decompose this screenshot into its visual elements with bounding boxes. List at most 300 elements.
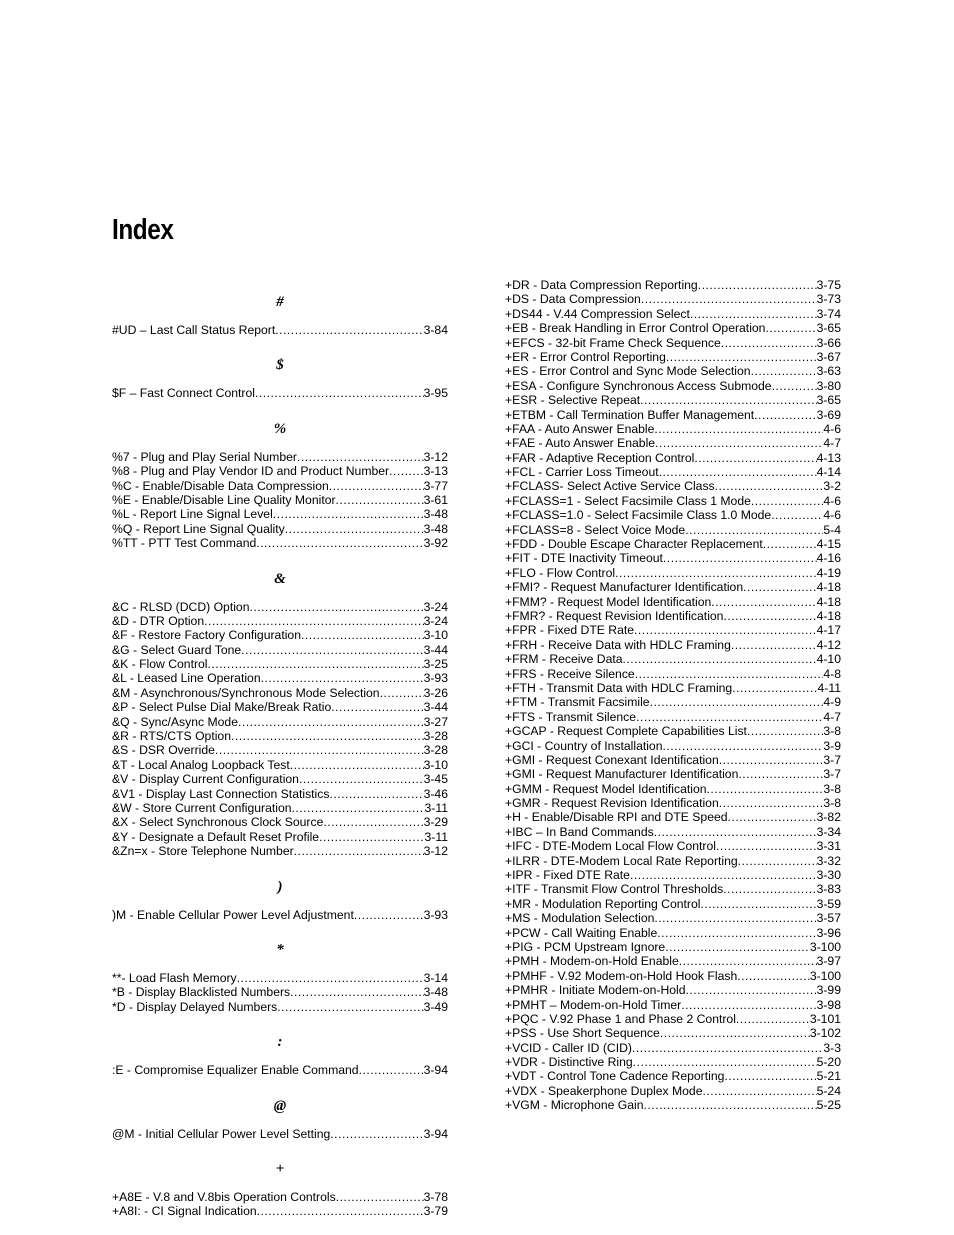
index-entry-label: +VGM - Microphone Gain [505,1098,644,1113]
index-entry-page: 3-2 [823,479,841,494]
dot-leader [663,551,817,565]
index-entry-page: 3-65 [816,321,841,336]
dot-leader [336,1190,424,1204]
index-entry [505,767,841,781]
index-entry [112,1127,448,1141]
dot-leader [738,767,823,781]
index-entry [112,386,448,400]
dot-leader [751,364,817,378]
index-entry-label: +PSS - Use Short Sequence [505,1026,660,1041]
section-spacer [112,1014,448,1030]
dot-leader [711,595,816,609]
dot-leader [208,657,424,671]
dot-leader [719,753,824,767]
index-entry-label: +EFCS - 32-bit Frame Check Sequence [505,335,721,350]
index-entry-label: @M - Initial Cellular Power Level Setting [112,1126,331,1141]
index-entry-page: 3-93 [423,907,448,922]
dot-leader [330,1127,423,1141]
index-entry [505,1041,841,1055]
index-entry-page: 3-46 [423,786,448,801]
dot-leader [681,998,816,1012]
index-entry [505,494,841,508]
index-entry-label: &W - Store Current Configuration [112,800,292,815]
dot-leader [657,926,816,940]
dot-leader [655,436,823,450]
index-entry [505,810,841,824]
index-entry-page: 3-80 [816,378,841,393]
index-entry-label: +VCID - Caller ID (CID) [505,1040,632,1055]
index-entry-page: 4-7 [823,709,841,724]
dot-leader [736,1012,810,1026]
index-entry [505,609,841,623]
index-entry-label: +PIG - PCM Upstream Ignore [505,939,666,954]
dot-leader [354,908,424,922]
dot-leader [241,643,423,657]
index-entry [505,724,841,738]
index-entry-page: 5-4 [823,522,841,537]
dot-leader [249,600,423,614]
dot-leader [633,1055,817,1069]
section-heading: @ [273,1097,287,1114]
dot-leader [636,710,823,724]
dot-leader [255,386,424,400]
dot-leader [659,465,817,479]
index-entry-page: 3-59 [816,896,841,911]
index-entry-page: 3-73 [816,292,841,307]
index-entry [112,801,448,815]
dot-leader [743,580,816,594]
dot-leader [737,969,810,983]
index-column-right [505,278,841,1113]
index-entry [505,1012,841,1026]
index-entry [112,479,448,493]
index-entry-page: 3-44 [423,642,448,657]
index-entry-page: 3-102 [809,1026,841,1041]
index-entry-page: 3-97 [816,954,841,969]
index-entry [112,657,448,671]
dot-leader [635,667,824,681]
index-entry-page: 4-6 [823,421,841,436]
dot-leader [294,844,424,858]
index-entry [505,998,841,1012]
dot-leader [204,614,423,628]
index-entry [112,787,448,801]
dot-leader [679,954,817,968]
index-entry [505,307,841,321]
index-entry [505,523,841,537]
index-entry [112,614,448,628]
index-entry-label: &F - Restore Factory Configuration [112,628,301,643]
section-spacer [112,1141,448,1157]
index-entry [505,566,841,580]
index-entry [505,983,841,997]
index-entry-label: +FMR? - Request Revision Identification [505,608,724,623]
index-entry-page: 3-83 [816,882,841,897]
index-entry [505,451,841,465]
section-heading: % [273,420,287,437]
index-entry-label: :E - Compromise Equalizer Enable Command [112,1063,359,1078]
index-entry [505,292,841,306]
index-entry [112,686,448,700]
index-entry-label: +DR - Data Compression Reporting [505,278,698,292]
index-entry-label: +IBC – In Band Commands [505,824,654,839]
index-entry-label: &R - RTS/CTS Option [112,729,231,744]
index-entry [505,623,841,637]
index-entry-label: +VDR - Distinctive Ring [505,1055,633,1070]
index-entry [112,323,448,337]
index-entry [505,782,841,796]
dot-leader [380,686,424,700]
index-entry-page: 4-18 [816,580,841,595]
dot-leader [721,336,817,350]
index-entry-label: %L - Report Line Signal Level [112,507,273,522]
index-entry-label: +A8I: - CI Signal Indication [112,1204,257,1219]
index-entry-label: +IPR - Fixed DTE Rate [505,868,630,883]
index-entry-label: +VDT - Control Tone Cadence Reporting [505,1069,725,1084]
section-heading: + [275,1160,285,1177]
dot-leader [297,450,424,464]
index-entry-label: %7 - Plug and Play Serial Number [112,449,297,464]
index-entry-page: 3-65 [816,393,841,408]
index-entry-label: %Q - Report Line Signal Quality [112,521,285,536]
index-entry-label: +MS - Modulation Selection [505,911,655,926]
index-entry-page: 3-7 [823,767,841,782]
index-entry-label: +H - Enable/Disable RPI and DTE Speed [505,810,728,825]
index-entry-label: +GMI - Request Manufacturer Identification [505,767,739,782]
index-entry [112,522,448,536]
index-entry-label: +ETBM - Call Termination Buffer Management [505,407,755,422]
dot-leader [273,507,424,521]
index-entry-label: &M - Asynchronous/Synchronous Mode Selection [112,685,380,700]
index-entry [112,464,448,478]
index-entry [505,868,841,882]
index-entry-page: 3-45 [423,772,448,787]
index-entry-page: 3-96 [816,925,841,940]
index-entry [505,638,841,652]
index-entry-label: +A8E - V.8 and V.8bis Operation Controls [112,1189,336,1204]
dot-leader [771,508,823,522]
index-entry-page: 3-24 [423,613,448,628]
index-entry-label: &K - Flow Control [112,657,208,672]
dot-leader [275,323,423,337]
dot-leader [732,681,817,695]
index-entry-label: *D - Display Delayed Numbers [112,999,278,1014]
index-entry [505,681,841,695]
index-entry-label: +FMI? - Request Manufacturer Identification [505,580,744,595]
dot-leader [663,739,824,753]
index-entry-label: &C - RLSD (DCD) Option [112,599,250,614]
index-entry-page: 3-8 [823,796,841,811]
index-entry [505,479,841,493]
index-entry-label: +FRS - Receive Silence [505,666,635,681]
index-entry-page: 5-24 [816,1083,841,1098]
section-spacer [112,551,448,567]
index-entry-label: +FCLASS=1 - Select Facsimile Class 1 Mode [505,493,751,508]
dot-leader [389,464,424,478]
dot-leader [285,522,424,536]
dot-leader [359,1063,424,1077]
index-entry-label: +PQC - V.92 Phase 1 and Phase 2 Control [505,1011,736,1026]
index-entry-page: 4-18 [816,594,841,609]
index-entry-page: 3-29 [423,815,448,830]
dot-leader [301,628,424,642]
index-entry-label: +FMM? - Request Model Identification [505,594,712,609]
index-entry [505,882,841,896]
section-spacer [112,859,448,875]
index-entry-label: +GMI - Request Conexant Identification [505,752,719,767]
dot-leader [694,451,816,465]
index-entry-label: %E - Enable/Disable Line Quality Monitor [112,492,336,507]
index-entry-label: +FRH - Receive Data with HDLC Framing [505,637,731,652]
dot-leader [703,1084,817,1098]
index-entry-page: 3-7 [823,752,841,767]
index-entry-label: +EB - Break Handling in Error Control Operation [505,321,766,336]
dot-leader [231,729,424,743]
index-entry-label: +GCI - Country of Installation [505,738,663,753]
dot-leader [630,868,817,882]
index-entry [505,595,841,609]
index-entry-page: 3-14 [423,970,448,985]
index-entry [112,1000,448,1014]
index-entry-label: +PCW - Call Waiting Enable [505,925,658,940]
index-entry [505,1026,841,1040]
index-entry [505,695,841,709]
index-entry [112,507,448,521]
index-entry-label: +PMHT – Modem-on-Hold Timer [505,997,682,1012]
index-entry-page: 3-30 [816,868,841,883]
index-entry-label: +ILRR - DTE-Modem Local Rate Reporting [505,853,738,868]
dot-leader [615,566,817,580]
index-entry-label: *B - Display Blacklisted Numbers [112,985,291,1000]
index-entry-label: +ITF - Transmit Flow Control Thresholds [505,882,724,897]
index-entry-page: 3-93 [423,671,448,686]
index-entry-label: &Q - Sync/Async Mode [112,714,238,729]
index-entry-page: 3-10 [423,757,448,772]
index-entry [112,815,448,829]
dot-leader [329,479,424,493]
index-entry [112,772,448,786]
dot-leader [724,1069,816,1083]
index-entry-label: +FCL - Carrier Loss Timeout [505,465,659,480]
dot-leader [261,671,424,685]
index-entry-page: 3-13 [423,464,448,479]
dot-leader [215,743,424,757]
index-entry-label: %C - Enable/Disable Data Compression [112,478,329,493]
index-entry-label: +FTM - Transmit Facsimile [505,695,650,710]
index-entry-page: 3-28 [423,729,448,744]
index-entry-label: +MR - Modulation Reporting Control [505,896,701,911]
index-entry-label: +ESR - Selective Repeat [505,393,641,408]
index-entry [505,1084,841,1098]
index-entry [505,379,841,393]
dot-leader [751,494,824,508]
index-entry-page: 3-48 [423,985,448,1000]
index-entry-page: 4-12 [816,637,841,652]
dot-leader [763,537,817,551]
index-entry-label: +FCLASS=8 - Select Voice Mode [505,522,686,537]
index-entry-page: 3-84 [423,323,448,337]
index-entry-label: #UD – Last Call Status Report [112,323,276,337]
index-entry-page: 5-21 [816,1069,841,1084]
index-entry-page: 3-26 [423,685,448,700]
dot-leader [323,815,423,829]
index-entry [505,825,841,839]
dot-leader [728,810,817,824]
index-entry-page: 3-94 [423,1126,448,1141]
index-entry [505,739,841,753]
index-entry-label: +FLO - Flow Control [505,565,616,580]
index-entry [112,908,448,922]
index-entry [112,643,448,657]
index-entry-label: +DS44 - V.44 Compression Select [505,306,690,321]
index-entry-page: 3-48 [423,521,448,536]
index-entry-page: 3-92 [423,536,448,551]
index-entry-label: &L - Leased Line Operation [112,671,261,686]
index-entry-label: &Y - Designate a Default Reset Profile [112,829,320,844]
index-entry-page: 3-100 [809,939,841,954]
dot-leader [299,772,424,786]
page-title: Index [112,214,174,246]
index-entry-page: 3-48 [423,507,448,522]
index-entry-label: +ER - Error Control Reporting [505,349,666,364]
index-entry [112,844,448,858]
dot-leader [723,882,816,896]
index-entry-page: 3-82 [816,810,841,825]
section-spacer [112,337,448,353]
index-entry-label: &T - Local Analog Loopback Test [112,757,290,772]
index-entry-label: +FIT - DTE Inactivity Timeout [505,551,663,566]
index-entry-page: 3-77 [423,478,448,493]
index-entry [112,700,448,714]
index-entry [112,729,448,743]
dot-leader [654,825,817,839]
index-entry-page: 3-67 [816,349,841,364]
index-entry [505,667,841,681]
index-entry [505,940,841,954]
dot-leader [641,292,817,306]
dot-leader [698,278,817,292]
index-entry-page: 4-11 [817,680,841,695]
dot-leader [640,393,816,407]
index-entry [112,1190,448,1204]
index-entry-label: +PMH - Modem-on-Hold Enable [505,954,679,969]
index-entry [505,408,841,422]
index-entry [505,911,841,925]
index-entry [112,450,448,464]
index-entry-page: 3-100 [809,968,841,983]
index-entry-page: 3-10 [423,628,448,643]
index-entry-label: +FCLASS- Select Active Service Class [505,479,715,494]
index-entry-page: 3-78 [423,1189,448,1204]
index-entry [505,580,841,594]
index-entry-label: &V1 - Display Last Connection Statistics [112,786,330,801]
index-entry-label: +FAR - Adaptive Reception Control [505,450,695,465]
index-entry-page: 3-74 [816,306,841,321]
dot-leader [256,536,423,550]
dot-leader [665,940,810,954]
dot-leader [238,715,424,729]
dot-leader [700,897,816,911]
index-entry [112,715,448,729]
dot-leader [329,787,423,801]
index-column-left [112,290,448,1219]
index-entry-label: +FAA - Auto Answer Enable [505,421,655,436]
index-entry [505,710,841,724]
dot-leader [731,638,817,652]
index-entry-label: $F – Fast Connect Control [112,386,255,401]
index-entry [112,1063,448,1077]
index-entry-label: **- Load Flash Memory [112,970,237,985]
index-entry-page: 3-101 [809,1011,841,1026]
index-entry-label: &D - DTR Option [112,613,205,628]
index-entry-page: 3-9 [823,738,841,753]
index-entry-label: +IFC - DTE-Modem Local Flow Control [505,839,716,854]
dot-leader [634,623,817,637]
index-entry-label: )M - Enable Cellular Power Level Adjustment [112,907,354,922]
index-entry [505,321,841,335]
index-entry-label: +PMHR - Initiate Modem-on-Hold [505,983,686,998]
index-entry-page: 4-15 [816,537,841,552]
dot-leader [772,379,817,393]
index-entry [112,758,448,772]
index-entry-page: 3-28 [423,743,448,758]
index-entry [505,1069,841,1083]
index-entry [505,436,841,450]
index-entry-label: +FAE - Auto Answer Enable [505,436,656,451]
index-entry-page: 3-11 [424,829,448,844]
index-entry [112,971,448,985]
dot-leader [690,307,817,321]
dot-leader [623,652,817,666]
index-entry-label: +ESA - Configure Synchronous Access Submode [505,378,772,393]
dot-leader [765,321,816,335]
index-entry-page: 3-61 [423,492,448,507]
index-entry [505,753,841,767]
index-entry-label: +FTH - Transmit Data with HDLC Framing [505,680,733,695]
dot-leader [650,695,824,709]
index-entry-page: 4-10 [816,652,841,667]
dot-leader [723,609,816,623]
index-entry-page: 4-13 [816,450,841,465]
section-spacer [112,1078,448,1094]
dot-leader [686,983,817,997]
dot-leader [277,1000,423,1014]
index-entry-page: 3-24 [423,599,448,614]
index-entry [505,364,841,378]
dot-leader [660,1026,810,1040]
section-heading: & [274,570,286,587]
index-entry-label: +FTS - Transmit Silence [505,709,637,724]
index-entry-page: 4-6 [823,493,841,508]
dot-leader [336,493,424,507]
index-entry [112,1204,448,1218]
index-entry-page: 5-25 [816,1098,841,1113]
index-entry-page: 3-34 [816,824,841,839]
index-entry [112,628,448,642]
index-entry [505,350,841,364]
index-entry-page: 3-11 [424,800,448,815]
index-entry-page: 3-69 [816,407,841,422]
index-entry-page: 4-9 [823,695,841,710]
index-entry [505,551,841,565]
index-entry [505,336,841,350]
index-entry [505,537,841,551]
dot-leader [292,801,425,815]
index-entry-label: +FDD - Double Escape Character Replacement [505,537,763,552]
dot-leader [319,830,424,844]
index-entry [505,465,841,479]
index-entry [505,897,841,911]
